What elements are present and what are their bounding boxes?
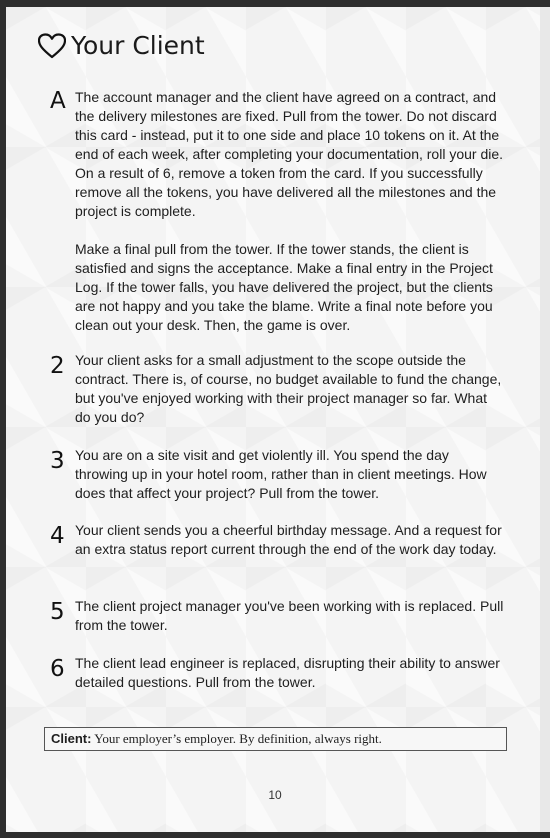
- entry-paragraph: The client lead engineer is replaced, disrupting their ability to answer detailed questions. Pull from the tower.: [75, 655, 500, 690]
- entry-marker: 2: [50, 353, 65, 379]
- definition-box: [44, 727, 507, 751]
- entry-a: [50, 88, 505, 335]
- entry-marker: 5: [50, 599, 65, 625]
- page-number: 10: [268, 788, 282, 802]
- entry-paragraph: The account manager and the client have agreed on a contract, and the delivery milestones are fixed. Pull from the tower. Do not discard this card - instead, put it to one side and place 10 tokens on it. At the end of each week, after completing your documentation, roll your die. On a result of 6, remove a token from the card. If you successfully remove all the tokens, you have delivered all the milestones and the project is complete.: [75, 89, 504, 219]
- definition-term: Client:: [51, 731, 92, 746]
- entry-text: [75, 446, 505, 503]
- entry-paragraph: Your client sends you a cheerful birthday message. And a request for an extra status report current through the end of the work day today.: [75, 522, 502, 557]
- entry-marker: A: [50, 88, 66, 114]
- entry-marker: 6: [50, 656, 65, 682]
- entry-3: [50, 446, 505, 503]
- entry-paragraph: You are on a site visit and get violently ill. You spend the day throwing up in your hotel room, rather than in client meetings. How does that affect your project? Pull from the tower.: [75, 447, 487, 501]
- page-title: Your Client: [71, 31, 205, 60]
- entry-text: [75, 654, 505, 692]
- entry-text: [75, 521, 505, 559]
- entry-text: [75, 351, 505, 427]
- heart-outline-icon: [38, 33, 66, 59]
- section-header: [38, 31, 205, 60]
- entry-paragraph: The client project manager you've been working with is replaced. Pull from the tower.: [75, 598, 504, 633]
- definition-text: Your employer’s employer. By definition, always right.: [94, 731, 382, 746]
- entry-6: [50, 654, 505, 692]
- page-edge: [540, 7, 550, 832]
- entry-text: [75, 597, 505, 635]
- entry-marker: 4: [50, 523, 65, 549]
- entry-5: [50, 597, 505, 635]
- entry-2: [50, 351, 505, 427]
- entry-paragraph: Your client asks for a small adjustment to the scope outside the contract. There is, of course, no budget available to fund the change, but you've enjoyed working with their project manager so far. What do you do?: [75, 352, 502, 425]
- entry-marker: 3: [50, 448, 65, 474]
- entry-paragraph: Make a final pull from the tower. If the tower stands, the client is satisfied and signs the acceptance. Make a final entry in the Project Log. If the tower falls, you have delivered the project, but the clients are not happy and you take the blame. Write a final note before you clean out your desk. Then, the game is over.: [75, 241, 493, 333]
- entry-text: [75, 88, 505, 335]
- entry-4: [50, 521, 505, 559]
